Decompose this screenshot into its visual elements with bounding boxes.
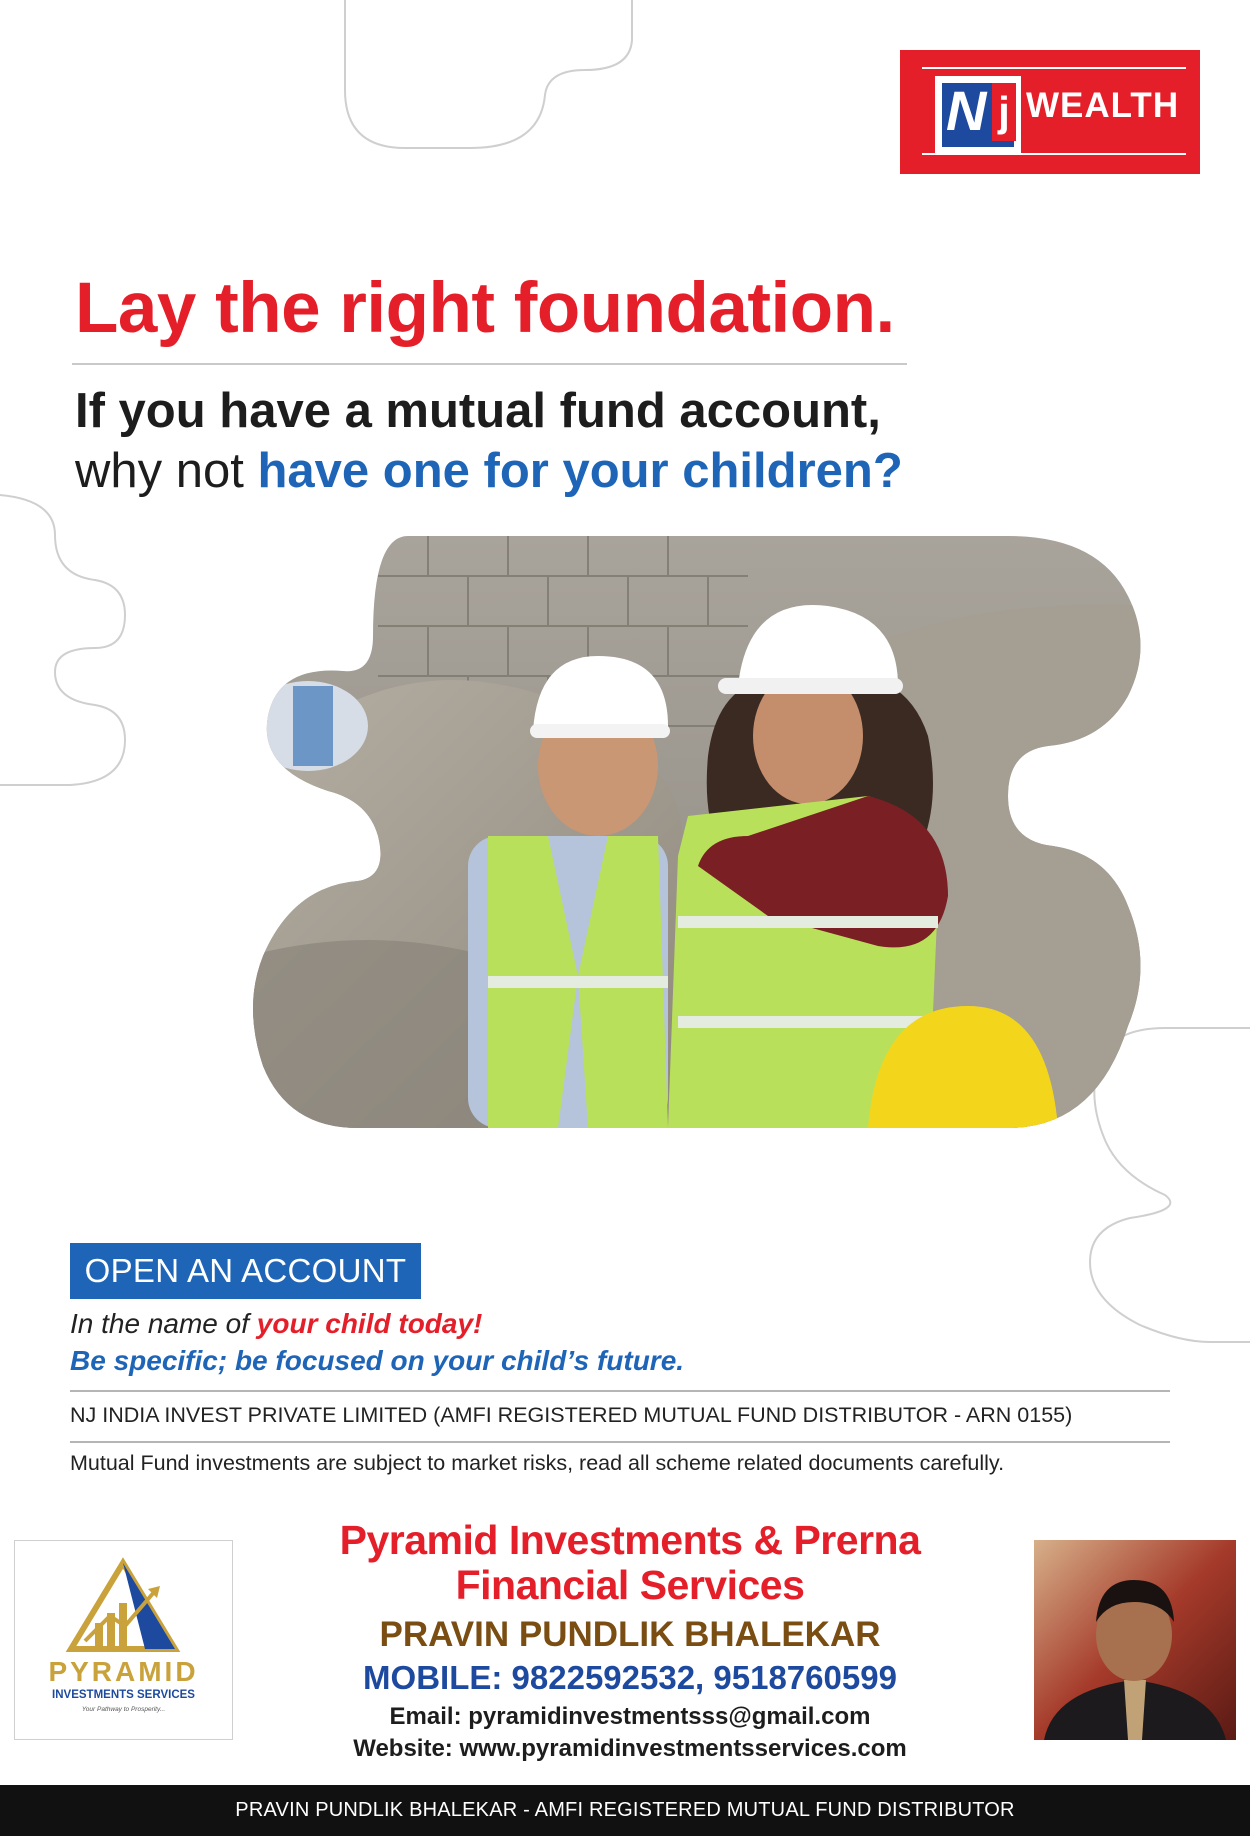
nj-wealth-logo bbox=[900, 50, 1200, 174]
email-address[interactable]: Email: pyramidinvestmentsss@gmail.com bbox=[389, 1703, 871, 1730]
pyramid-logo bbox=[14, 1540, 233, 1740]
pyramid-icon bbox=[15, 1541, 232, 1656]
firm-name: Pyramid Investments & Prerna Financial Services bbox=[339, 1517, 921, 1608]
tagline-child bbox=[70, 1308, 482, 1340]
tagline-highlight: your child today! bbox=[256, 1308, 483, 1339]
pyramid-logo-sub: INVESTMENTS SERVICES bbox=[52, 1689, 195, 1701]
pyramid-logo-tagline: Your Pathway to Prosperity... bbox=[81, 1706, 166, 1713]
footer-text: PRAVIN PUNDLIK BHALEKAR - AMFI REGISTERED MUTUAL FUND DISTRIBUTOR bbox=[235, 1799, 1015, 1821]
tagline-plain: In the name of bbox=[70, 1308, 257, 1339]
mobile-numbers[interactable]: MOBILE: 9822592532, 9518760599 bbox=[363, 1659, 897, 1696]
subheadline-plain: why not bbox=[75, 444, 258, 498]
divider bbox=[72, 363, 907, 365]
open-account-button[interactable]: OPEN AN ACCOUNT bbox=[70, 1243, 421, 1299]
children-with-hard-hats-photo bbox=[248, 536, 1156, 1128]
divider bbox=[70, 1390, 1170, 1392]
company-disclaimer: NJ INDIA INVEST PRIVATE LIMITED (AMFI REGISTERED MUTUAL FUND DISTRIBUTOR - ARN 0155) bbox=[70, 1403, 1073, 1427]
distributor-name: PRAVIN PUNDLIK BHALEKAR bbox=[379, 1615, 881, 1654]
distributor-portrait-photo bbox=[1034, 1540, 1236, 1740]
divider bbox=[70, 1441, 1170, 1443]
logo-rule-top bbox=[922, 67, 1186, 69]
footer-bar bbox=[0, 1785, 1250, 1836]
nj-mark-icon: N j bbox=[935, 76, 1021, 154]
subheadline-highlight: have one for your children? bbox=[257, 444, 903, 498]
website-link[interactable]: Website: www.pyramidinvestmentsservices.com bbox=[353, 1735, 907, 1762]
risk-disclaimer: Mutual Fund investments are subject to market risks, read all scheme related documents carefully. bbox=[70, 1451, 1005, 1475]
subheadline-line1: If you have a mutual fund account, bbox=[75, 384, 881, 438]
logo-wordmark: WEALTH bbox=[1026, 86, 1180, 125]
subheadline-line2 bbox=[75, 440, 903, 502]
tagline-focus: Be specific; be focused on your child’s future. bbox=[70, 1345, 685, 1376]
page-title: Lay the right foundation. bbox=[75, 269, 895, 348]
pyramid-logo-name: PYRAMID bbox=[48, 1656, 199, 1687]
